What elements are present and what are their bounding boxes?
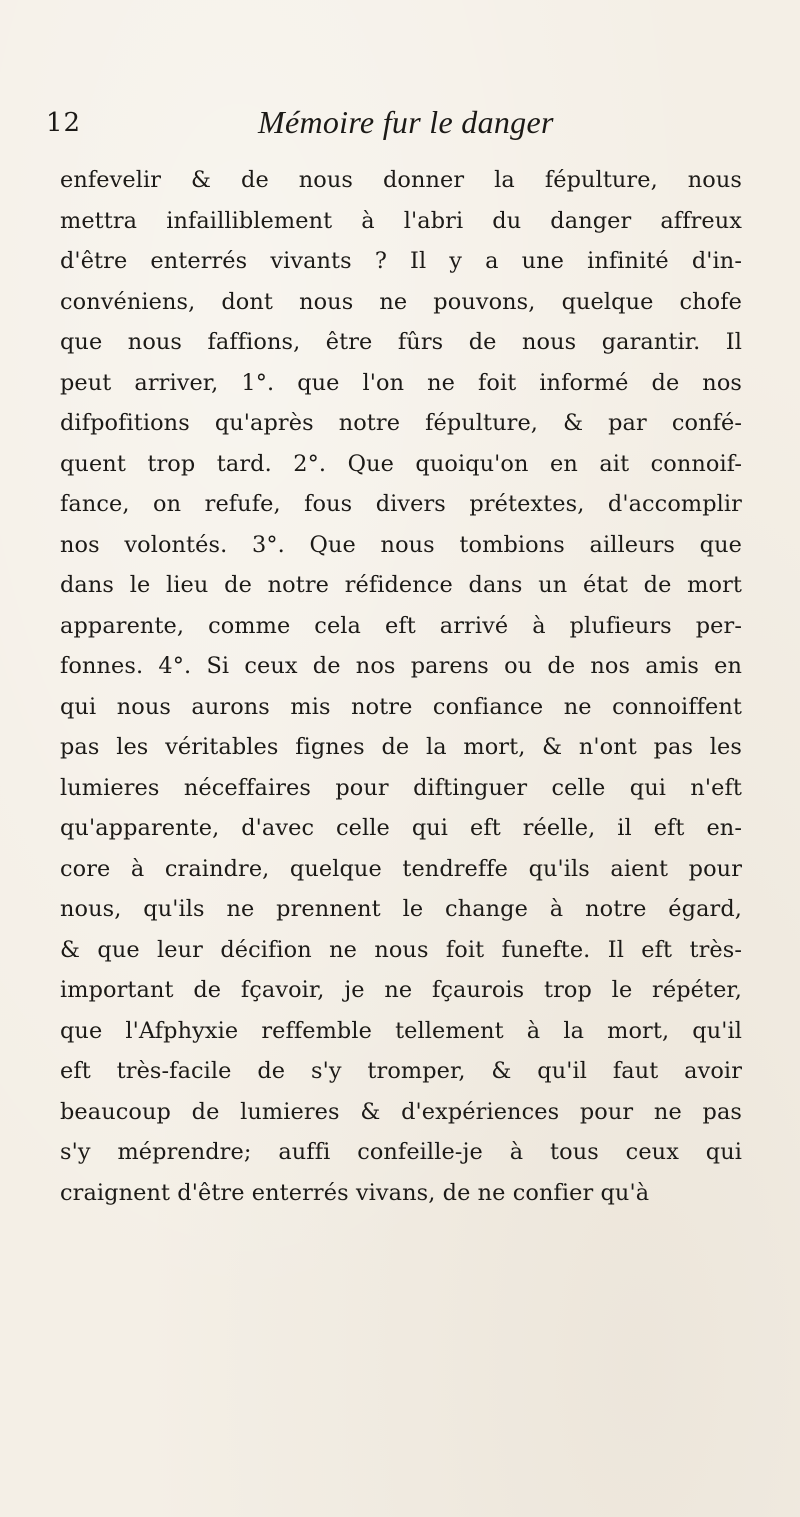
- text-line: que l'Afphyxie reffemble tellement à la mort, qu'il: [60, 1017, 742, 1044]
- text-line: s'y méprendre; auffi confeille-je à tous ceux qui: [60, 1139, 742, 1165]
- text-line: dans le lieu de notre réfidence dans un état de mort: [60, 572, 742, 598]
- text-line: core à craindre, quelque tendreffe qu'ils aient pour: [60, 855, 742, 882]
- text-line: beaucoup de lumieres & d'expériences pour ne pas: [60, 1098, 742, 1125]
- text-line: qu'apparente, d'avec celle qui eft réelle, il eft en-: [60, 815, 742, 841]
- text-line: nos volontés. 3°. Que nous tombions ailleurs que: [60, 531, 742, 558]
- text-line: important de fçavoir, je ne fçaurois trop le répéter,: [60, 977, 742, 1003]
- text-line: enfevelir & de nous donner la fépulture, nous: [60, 167, 742, 193]
- text-line: convéniens, dont nous ne pouvons, quelque chofe: [60, 288, 742, 315]
- text-line: mettra infailliblement à l'abri du danger affreux: [60, 207, 742, 234]
- text-line: difpofitions qu'après notre fépulture, & par confé-: [60, 410, 742, 436]
- text-line: peut arriver, 1°. que l'on ne foit informé de nos: [60, 369, 742, 396]
- text-line: quent trop tard. 2°. Que quoiqu'on en ait connoif-: [60, 450, 742, 477]
- text-line: fance, on refufe, fous divers prétextes, d'accomplir: [60, 491, 742, 517]
- text-line: nous, qu'ils ne prennent le change à notre égard,: [60, 896, 742, 922]
- running-title: Mémoire fur le danger: [258, 104, 554, 140]
- text-line: que nous faffions, être fûrs de nous garantir. Il: [60, 329, 742, 355]
- text-line: pas les véritables fignes de la mort, & n'ont pas les: [60, 734, 742, 760]
- page-header: [46, 104, 746, 148]
- text-line: eft très-facile de s'y tromper, & qu'il faut avoir: [60, 1058, 742, 1084]
- text-line: fonnes. 4°. Si ceux de nos parens ou de nos amis en: [60, 653, 742, 679]
- text-line: craignent d'être enterrés vivans, de ne confier qu'à: [60, 1179, 650, 1206]
- page-number: 12: [46, 108, 82, 138]
- text-line: d'être enterrés vivants ? Il y a une infinité d'in-: [60, 248, 742, 274]
- text-line: & que leur décifion ne nous foit funefte. Il eft très-: [60, 936, 742, 963]
- text-line: lumieres néceffaires pour diftinguer celle qui n'eft: [60, 774, 742, 801]
- body-text: [60, 160, 742, 1213]
- text-line: apparente, comme cela eft arrivé à plufieurs per-: [60, 612, 742, 639]
- text-line: qui nous aurons mis notre confiance ne connoiffent: [60, 693, 742, 720]
